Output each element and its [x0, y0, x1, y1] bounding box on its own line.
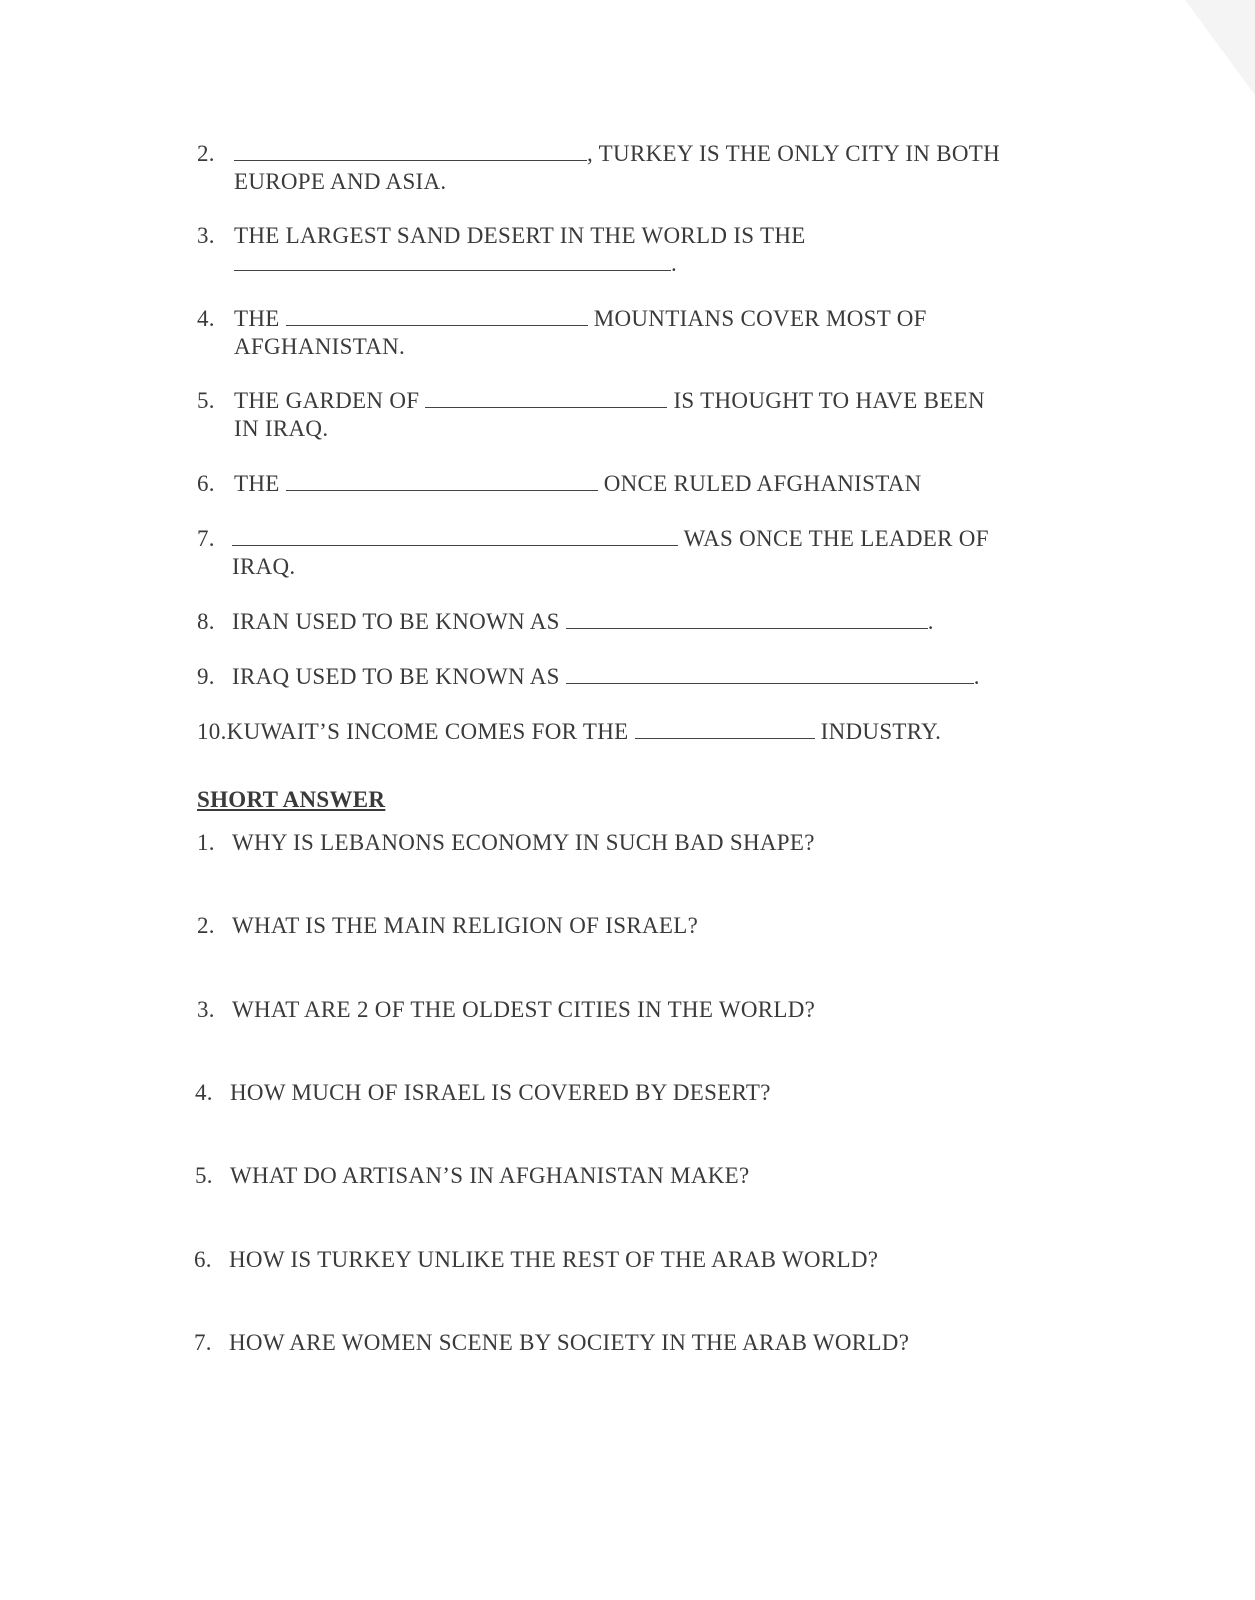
fill-in-item-10 [197, 718, 1037, 750]
item-text-after: ONCE RULED AFGHANISTAN [603, 471, 922, 496]
question-text: HOW IS TURKEY UNLIKE THE REST OF THE ARAB WORLD? [229, 1247, 879, 1272]
question-text: WHAT DO ARTISAN’S IN AFGHANISTAN MAKE? [230, 1163, 750, 1188]
item-number: 1. [197, 830, 215, 855]
item-text: THE [234, 471, 280, 496]
fill-in-item-5 [197, 387, 1037, 447]
item-number: 8. [197, 609, 215, 634]
short-answer-item-3 [197, 996, 1037, 1028]
answer-blank[interactable] [566, 608, 928, 629]
answer-blank[interactable] [234, 250, 671, 271]
question-text: WHY IS LEBANONS ECONOMY IN SUCH BAD SHAPE? [232, 830, 815, 855]
item-text-continued: EUROPE AND ASIA. [234, 169, 447, 194]
item-text-continued: AFGHANISTAN. [234, 334, 406, 359]
item-text-continued: IRAQ. [232, 554, 296, 579]
fill-in-item-6 [197, 470, 1037, 502]
answer-blank[interactable] [425, 387, 667, 408]
short-answer-item-6 [194, 1246, 1034, 1278]
section-heading-short-answer: SHORT ANSWER [197, 787, 386, 812]
item-number: 2. [197, 913, 215, 938]
answer-blank[interactable] [635, 718, 815, 739]
item-text-after: INDUSTRY. [820, 719, 942, 744]
item-text-end: . [671, 251, 678, 276]
fill-in-item-4 [197, 305, 1037, 365]
item-number: 4. [197, 306, 215, 331]
item-number: 3. [197, 223, 215, 248]
item-text: THE GARDEN OF [234, 388, 420, 413]
fill-in-item-2 [197, 140, 1037, 200]
question-text: WHAT ARE 2 OF THE OLDEST CITIES IN THE WORLD? [232, 997, 816, 1022]
short-answer-item-1 [197, 829, 1037, 861]
question-text: WHAT IS THE MAIN RELIGION OF ISRAEL? [232, 913, 699, 938]
item-number: 5. [195, 1163, 213, 1188]
fill-in-item-8 [197, 608, 1037, 640]
fill-in-item-3 [197, 222, 1037, 282]
item-number: 4. [195, 1080, 213, 1105]
item-number: 10. [197, 719, 227, 744]
fill-in-item-7 [197, 525, 1037, 585]
item-number: 7. [197, 526, 215, 551]
fill-in-item-9 [197, 663, 1037, 695]
item-text: THE LARGEST SAND DESERT IN THE WORLD IS THE [234, 223, 806, 248]
answer-blank[interactable] [286, 470, 598, 491]
short-answer-item-7 [194, 1329, 1034, 1361]
question-text: HOW MUCH OF ISRAEL IS COVERED BY DESERT? [230, 1080, 771, 1105]
item-number: 2. [197, 141, 215, 166]
item-number: 3. [197, 997, 215, 1022]
item-number: 6. [197, 471, 215, 496]
item-number: 6. [194, 1247, 212, 1272]
item-text-after: MOUNTIANS COVER MOST OF [593, 306, 927, 331]
item-text: KUWAIT’S INCOME COMES FOR THE [226, 719, 629, 744]
answer-blank[interactable] [234, 140, 587, 161]
item-text-end: . [973, 664, 980, 689]
item-number: 7. [194, 1330, 212, 1355]
item-text-after: WAS ONCE THE LEADER OF [683, 526, 989, 551]
page-corner-fold [1185, 0, 1255, 95]
item-text: IRAQ USED TO BE KNOWN AS [232, 664, 560, 689]
item-text: , TURKEY IS THE ONLY CITY IN BOTH [587, 141, 1001, 166]
item-text-after: IS THOUGHT TO HAVE BEEN [673, 388, 985, 413]
item-text-end: . [927, 609, 934, 634]
item-text: THE [234, 306, 280, 331]
answer-blank[interactable] [286, 305, 588, 326]
item-number: 5. [197, 388, 215, 413]
short-answer-item-2 [197, 912, 1037, 944]
short-answer-item-4 [195, 1079, 1035, 1111]
question-text: HOW ARE WOMEN SCENE BY SOCIETY IN THE ARAB WORLD? [229, 1330, 910, 1355]
item-number: 9. [197, 664, 215, 689]
item-text-continued: IN IRAQ. [234, 416, 329, 441]
answer-blank[interactable] [566, 663, 974, 684]
answer-blank[interactable] [232, 525, 678, 546]
short-answer-item-5 [195, 1162, 1035, 1194]
item-text: IRAN USED TO BE KNOWN AS [232, 609, 560, 634]
